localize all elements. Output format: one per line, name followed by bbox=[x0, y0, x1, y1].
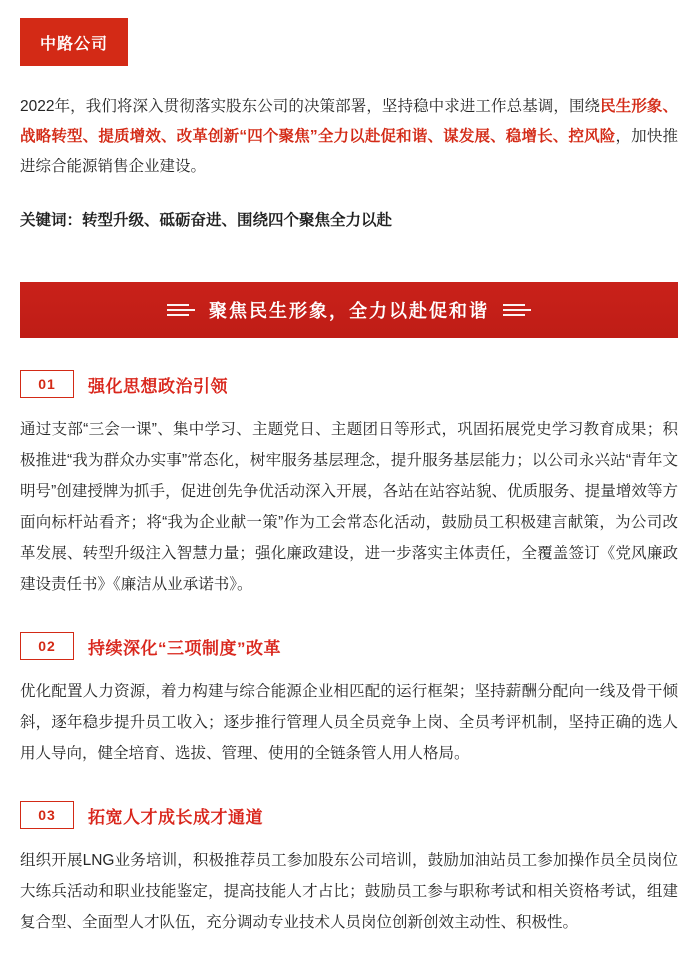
section-title: 聚焦民生形象，全力以赴促和谐 bbox=[209, 301, 489, 321]
company-name-label: 中路公司 bbox=[39, 35, 108, 53]
item-body-text: 优化配置人力资源，着力构建与综合能源企业相匹配的运行框架；坚持薪酬分配向一线及骨干倾斜，逐年稳步提升员工收入；逐步推行管理人员全员竞争上岗、全员考评机制，坚持正确的选人用人导向，健全培育、选拔、管理、使用的全链条管人用人格局。 bbox=[20, 683, 678, 762]
item-number-badge: 01 bbox=[20, 370, 74, 398]
item-title: 拓宽人才成长成才通道 bbox=[88, 807, 263, 827]
intro-text-part1: 2022年，我们将深入贯彻落实股东公司的决策部署，坚持稳中求进工作总基调，围绕 bbox=[20, 98, 601, 115]
item-header bbox=[20, 632, 678, 660]
item-title: 强化思想政治引领 bbox=[88, 376, 228, 396]
item-header bbox=[20, 801, 678, 829]
company-banner bbox=[20, 18, 128, 66]
keywords-line: 关键词：转型升级、砥砺奋进、围绕四个聚焦全力以赴 bbox=[20, 212, 393, 229]
item-title: 持续深化“三项制度”改革 bbox=[88, 638, 281, 658]
intro-text-part2: ，加快推进综合能源销售企业建设。 bbox=[20, 128, 678, 175]
list-item bbox=[20, 370, 678, 600]
item-body-text: 组织开展LNG业务培训，积极推荐员工参加股东公司培训，鼓励加油站员工参加操作员全员岗位大练兵活动和职业技能鉴定，提高技能人才占比；鼓励员工参与职称考试和相关资格考试，组建复合型、全面型人才队伍，充分调动专业技术人员岗位创新创效主动性、积极性。 bbox=[20, 852, 678, 931]
bottom-spacer bbox=[20, 954, 678, 968]
left-decoration-icon bbox=[167, 304, 195, 316]
document-page bbox=[0, 18, 698, 968]
list-item bbox=[20, 801, 678, 938]
item-header bbox=[20, 370, 678, 398]
item-body-text: 通过支部“三会一课”、集中学习、主题党日、主题团日等形式，巩固拓展党史学习教育成果；积极推进“我为群众办实事”常态化，树牢服务基层理念，提升服务基层能力；以公司永兴站“青年文明号”创建授牌为抓手，促进创先争优活动深入开展，各站在站容站貌、优质服务、提量增效等方面向标杆站看齐；将“我为企业献一策”作为工会常态化活动，鼓励员工积极建言献策，为公司改革发展、转型升级注入智慧力量；强化廉政建设，进一步落实主体责任，全覆盖签订《党风廉政建设责任书》《廉洁从业承诺书》。 bbox=[20, 421, 678, 593]
list-item bbox=[20, 632, 678, 769]
section-header-bar bbox=[20, 282, 678, 338]
intro-paragraph bbox=[20, 92, 678, 182]
right-decoration-icon bbox=[503, 304, 531, 316]
intro-highlight-text: 民生形象、战略转型、提质增效、改革创新“四个聚焦”全力以赴促和谐、谋发展、稳增长、控风险 bbox=[20, 98, 678, 145]
item-number-badge: 02 bbox=[20, 632, 74, 660]
item-number-badge: 03 bbox=[20, 801, 74, 829]
